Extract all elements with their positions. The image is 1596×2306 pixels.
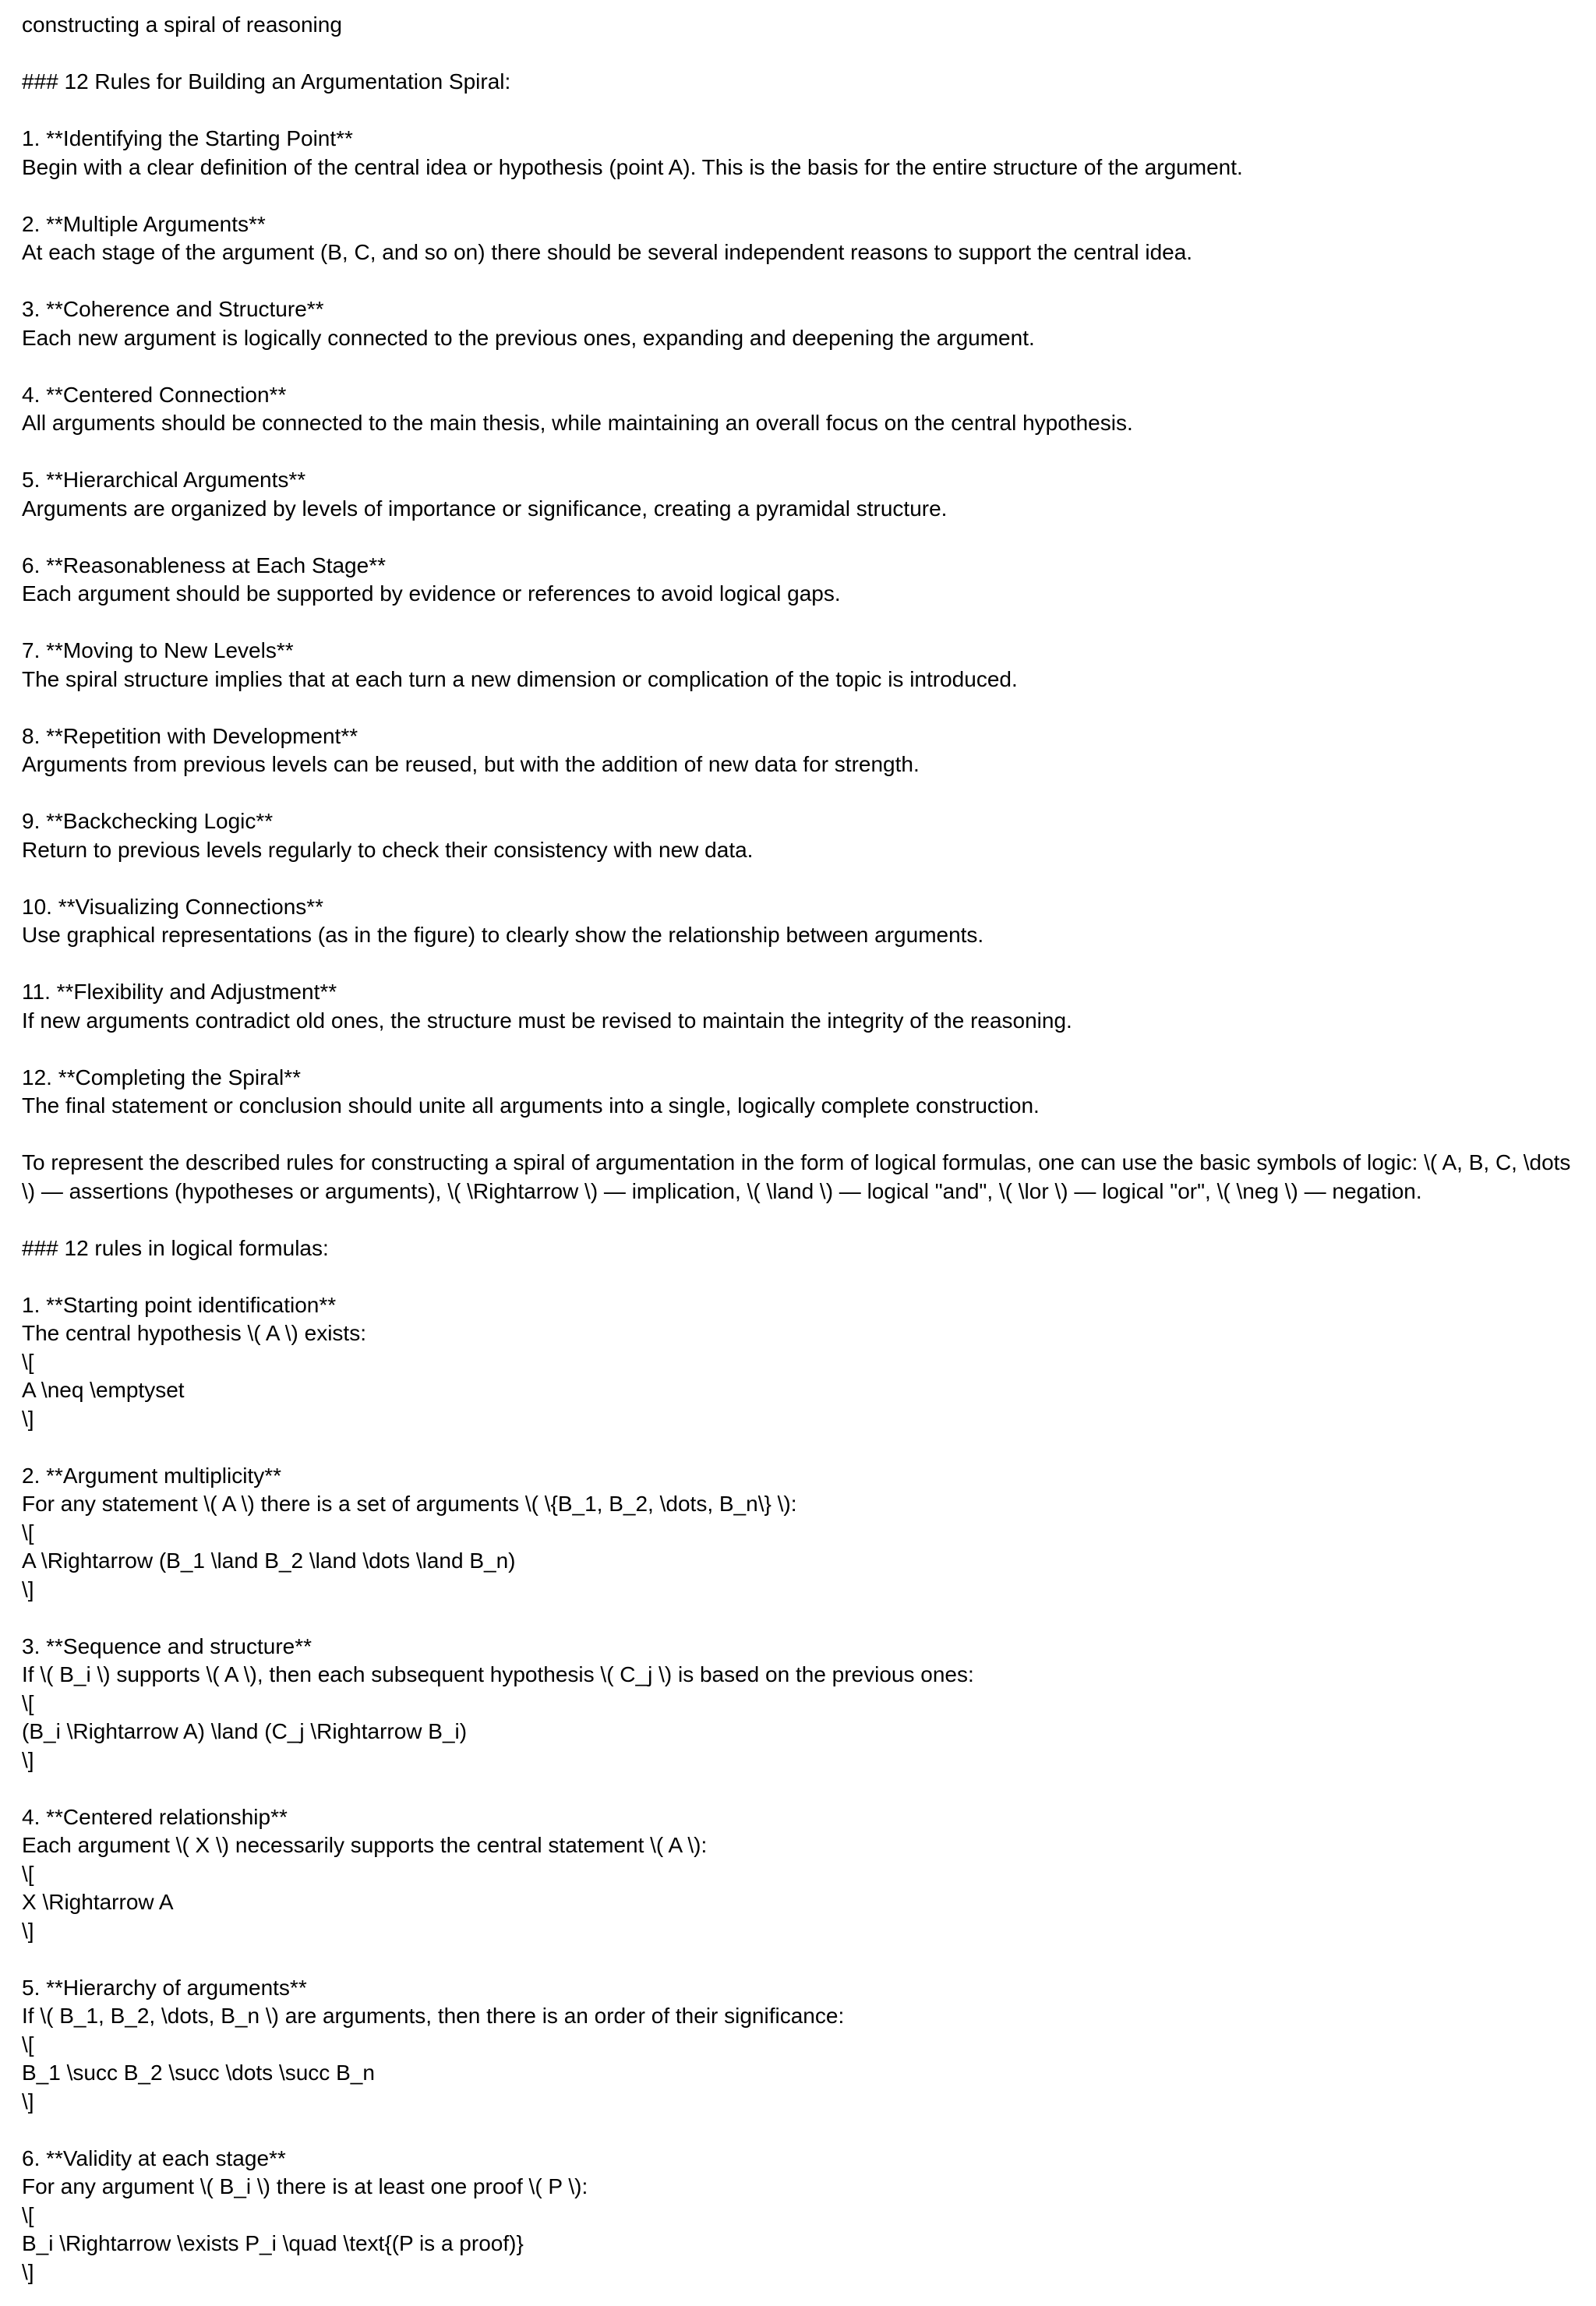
blank-line <box>22 779 1587 808</box>
blank-line <box>22 864 1587 893</box>
formula-rule-item <box>22 1291 1587 1462</box>
rule-text: Begin with a clear definition of the central idea or hypothesis (point A). This is the basis for the entire structure of the argument. <box>22 154 1243 179</box>
formula-rule-text: The central hypothesis \( A \) exists: <box>22 1321 366 1345</box>
formula-close-delimiter: \] <box>22 1747 34 1772</box>
formula-rule-title: 4. **Centered relationship** <box>22 1804 288 1829</box>
intro-line-1: To represent the described rules for constructing a spiral of argumentation in the form of logical formulas, one can use the basic symbols of logic: \( A, B, C, \dots <box>22 1150 1571 1174</box>
formula-rule-item <box>22 1633 1587 1803</box>
rule-item <box>22 978 1587 1064</box>
formula-rule-title: 1. **Starting point identification** <box>22 1292 337 1317</box>
rule-text: Arguments are organized by levels of importance or significance, creating a pyramidal structure. <box>22 496 948 521</box>
blank-line <box>22 523 1587 552</box>
formula-rule-text: If \( B_1, B_2, \dots, B_n \) are arguments, then there is an order of their significance: <box>22 2004 845 2028</box>
formula-rule-title: 5. **Hierarchy of arguments** <box>22 1975 307 2000</box>
blank-line <box>22 1121 1587 1149</box>
formula-rule-item <box>22 1974 1587 2145</box>
rule-item <box>22 295 1587 381</box>
rules-list <box>22 125 1587 1149</box>
rule-text: Each argument should be supported by evidence or references to avoid logical gaps. <box>22 581 841 606</box>
formula-expression: (B_i \Rightarrow A) \land (C_j \Rightarrow B_i) <box>22 1719 468 1743</box>
blank-line <box>22 1433 1587 1462</box>
section-heading-formulas: ### 12 rules in logical formulas: <box>22 1235 329 1260</box>
rule-item <box>22 210 1587 296</box>
formula-expression: B_1 \succ B_2 \succ \dots \succ B_n <box>22 2061 375 2085</box>
blank-line <box>22 950 1587 979</box>
rule-item <box>22 637 1587 722</box>
rule-title: 8. **Repetition with Development** <box>22 723 358 748</box>
rule-item <box>22 893 1587 979</box>
rule-item <box>22 722 1587 808</box>
formula-expression: X \Rightarrow A <box>22 1890 174 1914</box>
formula-close-delimiter: \] <box>22 1918 34 1943</box>
formula-expression: A \neq \emptyset <box>22 1378 185 1402</box>
blank-line <box>22 182 1587 210</box>
blank-line <box>22 2116 1587 2145</box>
formula-rule-text: For any statement \( A \) there is a set of arguments \( \{B_1, B_2, \dots, B_n\} \): <box>22 1492 797 1516</box>
rule-item <box>22 466 1587 552</box>
rule-text: Use graphical representations (as in the figure) to clearly show the relationship between arguments. <box>22 923 984 947</box>
rule-title: 10. **Visualizing Connections** <box>22 894 324 919</box>
formula-expression: B_i \Rightarrow \exists P_i \quad \text{(P is a proof)} <box>22 2231 524 2255</box>
formula-rule-item <box>22 2145 1587 2287</box>
blank-line <box>22 352 1587 381</box>
document-title: constructing a spiral of reasoning <box>22 12 342 37</box>
formula-open-delimiter: \[ <box>22 1861 34 1886</box>
intro-line-2: \) — assertions (hypotheses or arguments), \( \Rightarrow \) — implication, \( \land \) — logical "and", \( \lor \) — logical "or", \( \neg \) — negation. <box>22 1178 1422 1203</box>
formula-close-delimiter: \] <box>22 1406 34 1431</box>
formula-close-delimiter: \] <box>22 2089 34 2114</box>
formula-rule-item <box>22 1462 1587 1633</box>
rule-item <box>22 1064 1587 1149</box>
formula-open-delimiter: \[ <box>22 2202 34 2227</box>
rule-text: Each new argument is logically connected to the previous ones, expanding and deepening the argument. <box>22 325 1035 350</box>
formula-open-delimiter: \[ <box>22 1349 34 1374</box>
rule-title: 2. **Multiple Arguments** <box>22 211 266 236</box>
rule-title: 4. **Centered Connection** <box>22 382 287 407</box>
rule-title: 1. **Identifying the Starting Point** <box>22 126 353 150</box>
rule-item <box>22 381 1587 467</box>
rule-text: Arguments from previous levels can be reused, but with the addition of new data for strength. <box>22 752 920 776</box>
rule-title: 6. **Reasonableness at Each Stage** <box>22 553 386 577</box>
blank-line <box>22 267 1587 296</box>
blank-line <box>22 609 1587 637</box>
formula-close-delimiter: \] <box>22 1577 34 1601</box>
formula-rule-text: For any argument \( B_i \) there is at least one proof \( P \): <box>22 2174 588 2198</box>
formula-rule-text: Each argument \( X \) necessarily supports the central statement \( A \): <box>22 1833 708 1857</box>
formula-rule-text: If \( B_i \) supports \( A \), then each subsequent hypothesis \( C_j \) is based on the previous ones: <box>22 1662 974 1686</box>
blank-line <box>22 1262 1587 1291</box>
blank-line <box>22 1206 1587 1234</box>
rule-item <box>22 807 1587 893</box>
formula-open-delimiter: \[ <box>22 2032 34 2057</box>
formula-open-delimiter: \[ <box>22 1520 34 1545</box>
rule-title: 11. **Flexibility and Adjustment** <box>22 980 337 1004</box>
formula-close-delimiter: \] <box>22 2259 34 2284</box>
formula-rule-item <box>22 1803 1587 1974</box>
rule-item <box>22 125 1587 210</box>
blank-line <box>22 1035 1587 1064</box>
formula-rule-title: 2. **Argument multiplicity** <box>22 1463 282 1488</box>
rule-title: 12. **Completing the Spiral** <box>22 1065 301 1089</box>
rule-title: 5. **Hierarchical Arguments** <box>22 468 306 492</box>
rule-text: The spiral structure implies that at each turn a new dimension or complication of the topic is introduced. <box>22 666 1018 691</box>
blank-line <box>22 40 1587 69</box>
rule-title: 9. **Backchecking Logic** <box>22 809 274 833</box>
blank-line <box>22 1775 1587 1803</box>
blank-line <box>22 438 1587 467</box>
blank-line <box>22 694 1587 722</box>
rule-text: If new arguments contradict old ones, the structure must be revised to maintain the integrity of the reasoning. <box>22 1008 1072 1033</box>
blank-line <box>22 97 1587 125</box>
rule-title: 7. **Moving to New Levels** <box>22 638 294 662</box>
document-body <box>22 11 1587 2287</box>
rule-item <box>22 552 1587 637</box>
rule-text: All arguments should be connected to the main thesis, while maintaining an overall focus on the central hypothesis. <box>22 411 1133 435</box>
formula-expression: A \Rightarrow (B_1 \land B_2 \land \dots \land B_n) <box>22 1549 516 1573</box>
rule-text: The final statement or conclusion should unite all arguments into a single, logically complete construction. <box>22 1093 1040 1118</box>
formula-open-delimiter: \[ <box>22 1690 34 1715</box>
formula-rule-title: 6. **Validity at each stage** <box>22 2145 286 2170</box>
section-heading-rules: ### 12 Rules for Building an Argumentation Spiral: <box>22 69 511 94</box>
formula-rule-title: 3. **Sequence and structure** <box>22 1633 312 1658</box>
rule-text: Return to previous levels regularly to check their consistency with new data. <box>22 837 754 862</box>
blank-line <box>22 1945 1587 1974</box>
formulas-list <box>22 1291 1587 2287</box>
blank-line <box>22 1604 1587 1633</box>
rule-text: At each stage of the argument (B, C, and so on) there should be several independent reasons to support the central idea. <box>22 240 1193 264</box>
rule-title: 3. **Coherence and Structure** <box>22 297 324 321</box>
